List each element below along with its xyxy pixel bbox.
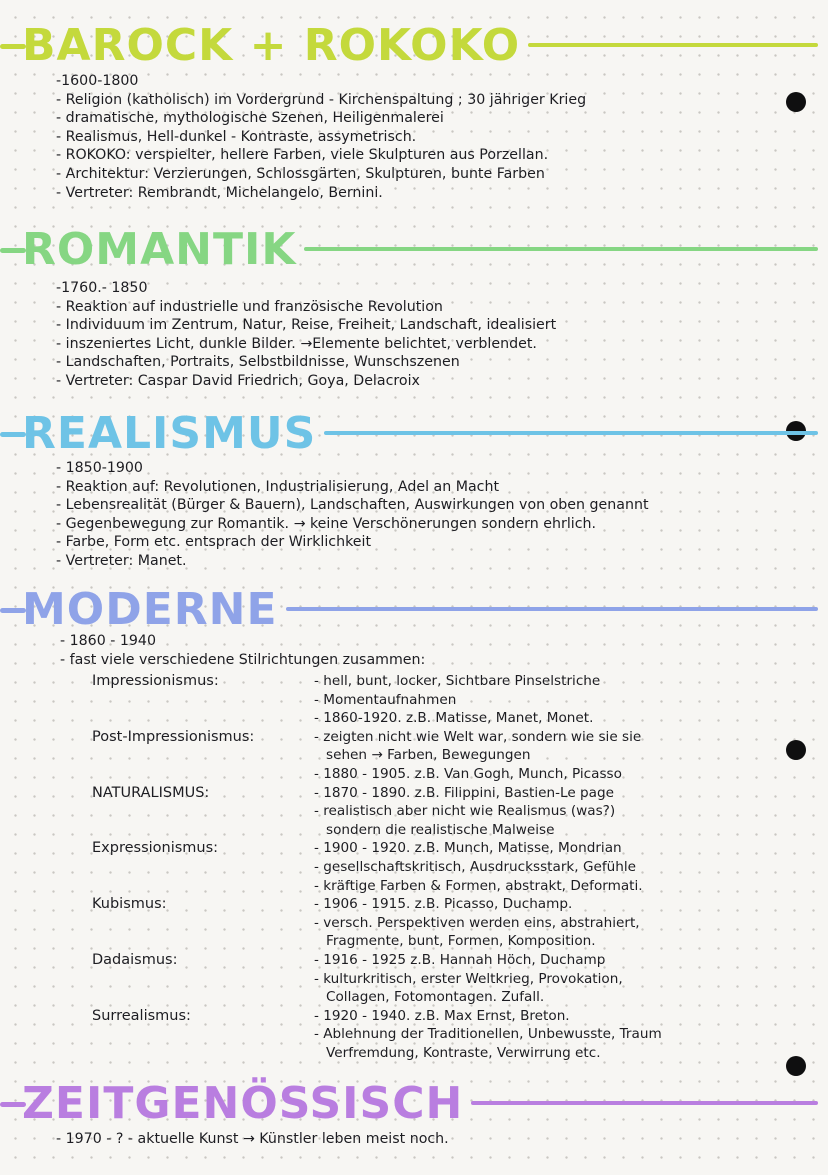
- art-style-description: [314, 951, 768, 1007]
- art-style-list: [60, 672, 768, 1062]
- art-style-description: [314, 839, 768, 895]
- text-line: - Realismus, Hell-dunkel - Kontraste, assymetrisch.: [56, 128, 417, 145]
- section-title: ROMANTIK: [22, 223, 297, 275]
- heading-rule: [286, 607, 818, 611]
- text-line: - Vertreter: Rembrandt, Michelangelo, Bernini.: [56, 184, 383, 201]
- heading-moderne: [0, 584, 828, 634]
- text-line: - gesellschaftskritisch, Ausdrucksstark, Gefühle: [314, 858, 636, 875]
- text-line: - 1906 - 1915. z.B. Picasso, Duchamp.: [314, 896, 573, 913]
- text-line: - versch. Perspektiven werden eins, abstrahiert,: [314, 914, 640, 931]
- heading-rule: [324, 431, 818, 435]
- heading-rule: [528, 43, 818, 47]
- section-lines-moderne: [60, 632, 768, 1061]
- text-line: - kulturkritisch, erster Weltkrieg, Provokation,: [314, 970, 623, 987]
- text-line: - Vertreter: Caspar David Friedrich, Goya, Delacroix: [56, 372, 420, 389]
- text-line: - Individuum im Zentrum, Natur, Reise, Freiheit, Landschaft, idealisiert: [56, 317, 557, 334]
- text-line: - Reaktion auf: Revolutionen, Industrialisierung, Adel an Macht: [56, 478, 500, 495]
- section-lines-zeitgenoessisch: [56, 1130, 768, 1149]
- text-line: sondern die realistische Malweise: [326, 821, 555, 838]
- text-line: - inszeniertes Licht, dunkle Bilder. →Elemente belichtet, verblendet.: [56, 335, 537, 352]
- text-line: - 1870 - 1890. z.B. Filippini, Bastien-Le page: [314, 784, 614, 801]
- art-style-name: Post-Impressionismus:: [92, 728, 255, 745]
- art-style-name: Kubismus:: [92, 896, 167, 913]
- text-line: - fast viele verschiedene Stilrichtungen zusammen:: [60, 651, 426, 668]
- art-style-description: [314, 672, 768, 728]
- art-style-description: [314, 895, 768, 951]
- section-lines-romantik: [56, 279, 768, 391]
- art-style-name: NATURALISMUS:: [92, 784, 210, 801]
- text-line: - Farbe, Form etc. entsprach der Wirklichkeit: [56, 534, 372, 551]
- text-line: - kräftige Farben & Formen, abstrakt, Deformati.: [314, 877, 643, 894]
- art-style-expressionismus: [60, 839, 768, 895]
- punch-hole: [786, 92, 806, 112]
- text-line: - 1860-1920. z.B. Matisse, Manet, Monet.: [314, 710, 594, 727]
- art-style-dadaismus: [60, 951, 768, 1007]
- text-line: -1760.- 1850: [56, 280, 148, 296]
- text-line: sehen → Farben, Bewegungen: [326, 747, 531, 764]
- text-line: - Ablehnung der Traditionellen, Unbewusste, Traum: [314, 1026, 662, 1043]
- text-line: - Gegenbewegung zur Romantik. → keine Verschönerungen sondern ehrlich.: [56, 515, 597, 532]
- heading-rule: [471, 1101, 818, 1105]
- punch-hole: [786, 740, 806, 760]
- art-style-name: Expressionismus:: [92, 840, 219, 857]
- art-style-name: Dadaismus:: [92, 951, 178, 968]
- text-line: - 1860 - 1940: [60, 633, 156, 649]
- art-style-name: Surrealismus:: [92, 1007, 191, 1024]
- text-line: - 1900 - 1920. z.B. Munch, Matisse, Mondrian: [314, 840, 622, 857]
- heading-realismus: [0, 408, 828, 458]
- section-title: REALISMUS: [22, 407, 317, 459]
- text-line: - Lebensrealität (Bürger & Bauern), Landschaften, Auswirkungen von oben genannt: [56, 497, 649, 514]
- text-line: - 1970 - ? - aktuelle Kunst → Künstler leben meist noch.: [56, 1131, 449, 1147]
- section-lines-realismus: [56, 459, 768, 571]
- text-line: - Religion (katholisch) im Vordergrund - Kirchenspaltung ; 30 jähriger Krieg: [56, 91, 587, 108]
- art-style-impressionismus: [60, 672, 768, 728]
- text-line: - 1920 - 1940. z.B. Max Ernst, Breton.: [314, 1007, 570, 1024]
- heading-barock: [0, 20, 828, 70]
- text-line: -1600-1800: [56, 73, 139, 89]
- art-style-surrealismus: [60, 1007, 768, 1063]
- art-style-description: [314, 1007, 768, 1063]
- art-style-name: Impressionismus:: [92, 673, 219, 689]
- text-line: Verfremdung, Kontraste, Verwirrung etc.: [326, 1044, 601, 1061]
- art-style-description: [314, 784, 768, 840]
- text-line: - 1916 - 1925 z.B. Hannah Höch, Duchamp: [314, 951, 606, 968]
- art-style-kubismus: [60, 895, 768, 951]
- text-line: - 1850-1900: [56, 460, 143, 476]
- heading-rule: [304, 247, 818, 251]
- text-line: - 1880 - 1905. z.B. Van Gogh, Munch, Picasso: [314, 765, 622, 782]
- text-line: - Landschaften, Portraits, Selbstbildnisse, Wunschszenen: [56, 354, 460, 371]
- heading-zeitgenoessisch: [0, 1078, 828, 1128]
- text-line: - dramatische, mythologische Szenen, Heiligenmalerei: [56, 110, 444, 127]
- text-line: - Architektur: Verzierungen, Schlossgärten, Skulpturen, bunte Farben: [56, 165, 545, 182]
- heading-romantik: [0, 224, 828, 274]
- section-title: ZEITGENÖSSISCH: [22, 1077, 464, 1129]
- text-line: - Reaktion auf industrielle und französische Revolution: [56, 298, 443, 315]
- art-style-post-impressionismus: [60, 728, 768, 784]
- text-line: - Momentaufnahmen: [314, 691, 457, 708]
- text-line: - ROKOKO: verspielter, hellere Farben, viele Skulpturen aus Porzellan.: [56, 147, 549, 164]
- section-lines-barock: [56, 72, 768, 202]
- text-line: - Vertreter: Manet.: [56, 552, 187, 569]
- section-title: BAROCK + ROKOKO: [22, 19, 521, 71]
- art-style-naturalismus: [60, 784, 768, 840]
- text-line: Collagen, Fotomontagen. Zufall.: [326, 989, 545, 1006]
- section-title: MODERNE: [22, 583, 278, 635]
- text-line: - realistisch aber nicht wie Realismus (was?): [314, 803, 616, 820]
- text-line: - zeigten nicht wie Welt war, sondern wie sie sie: [314, 728, 642, 745]
- art-style-description: [314, 728, 768, 784]
- punch-hole: [786, 1056, 806, 1076]
- text-line: Fragmente, bunt, Formen, Komposition.: [326, 933, 596, 950]
- text-line: - hell, bunt, locker, Sichtbare Pinselstriche: [314, 673, 601, 689]
